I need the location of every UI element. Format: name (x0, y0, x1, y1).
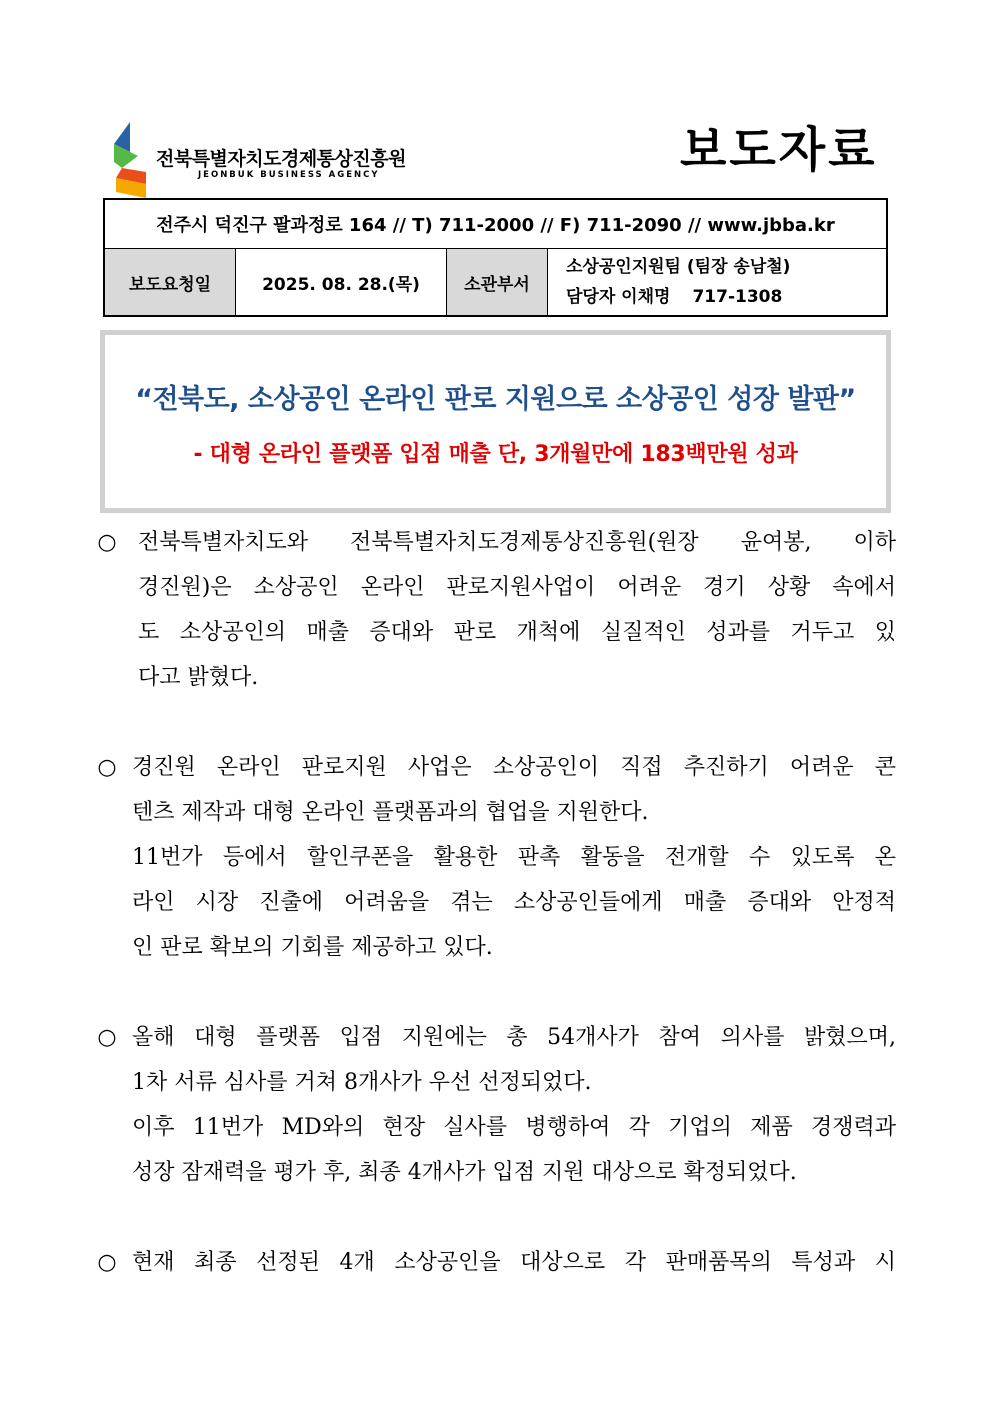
release-info-row (105, 249, 886, 315)
body-paragraph (94, 1240, 896, 1285)
headline-subtitle: - 대형 온라인 플랫폼 입점 매출 단, 3개월만에 183백만원 성과 (193, 442, 798, 467)
contact-person (566, 282, 804, 312)
circle-bullet-icon: ○ (97, 1025, 117, 1050)
body-paragraph (94, 745, 896, 970)
paragraph-line: 텐츠 제작과 대형 온라인 플랫폼과의 협업을 지원한다. (132, 800, 649, 825)
paragraph-line: 1차 서류 심사를 거쳐 8개사가 우선 선정되었다. (132, 1070, 592, 1095)
department-info (548, 249, 886, 315)
paragraph-line: 인 판로 확보의 기회를 제공하고 있다. (132, 935, 493, 960)
paragraph-line: 라인 시장 진출에 어려움을 겪는 소상공인들에게 매출 증대와 안정적 (132, 890, 896, 915)
org-logo-mark-icon (112, 122, 152, 198)
paragraph-line: 전북특별자치도와 전북특별자치도경제통상진흥원(원장 윤여봉, 이하 (138, 530, 896, 555)
department-label: 소관부서 (447, 249, 548, 315)
paragraph-line: 경진원)은 소상공인 온라인 판로지원사업이 어려운 경기 상황 속에서 (138, 575, 896, 600)
body-paragraph (94, 1015, 896, 1195)
contact-info-row: 전주시 덕진구 팔과정로 164 // T) 711-2000 // F) 711-2090 // www.jbba.kr (105, 200, 886, 249)
body-paragraph (94, 520, 896, 700)
paragraph-line: 11번가 등에서 할인쿠폰을 활용한 판촉 활동을 전개할 수 있도록 온 (132, 845, 896, 870)
paragraph-line: 올해 대형 플랫폼 입점 지원에는 총 54개사가 참여 의사를 밝혔으며, (132, 1025, 896, 1050)
headline-title: “전북도, 소상공인 온라인 판로 지원으로 소상공인 성장 발판” (135, 384, 856, 415)
headline-box (100, 330, 891, 513)
org-logo (112, 122, 412, 198)
release-date-value: 2025. 08. 28.(목) (236, 249, 447, 315)
circle-bullet-icon: ○ (97, 755, 117, 780)
release-date-label: 보도요청일 (105, 249, 236, 315)
circle-bullet-icon: ○ (97, 1250, 117, 1275)
paragraph-line: 이후 11번가 MD와의 현장 실사를 병행하여 각 기업의 제품 경쟁력과 (132, 1115, 896, 1140)
info-table (103, 198, 888, 317)
paragraph-line: 다고 밝혔다. (138, 665, 259, 690)
department-value: 소상공인지원팀 (팀장 송남철) (566, 257, 791, 277)
org-name: 전북특별자치도경제통상진흥원 (156, 148, 406, 170)
document-title: 보도자료 (680, 122, 878, 178)
paragraph-line: 경진원 온라인 판로지원 사업은 소상공인이 직접 추진하기 어려운 콘 (132, 755, 896, 780)
contact-phone: 717-1308 (692, 287, 783, 307)
paragraph-line: 성장 잠재력을 평가 후, 최종 4개사가 입점 지원 대상으로 확정되었다. (132, 1160, 797, 1185)
circle-bullet-icon: ○ (97, 530, 117, 555)
paragraph-line: 현재 최종 선정된 4개 소상공인을 대상으로 각 판매품목의 특성과 시 (132, 1250, 896, 1275)
org-name-english: JEONBUK BUSINESS AGENCY (198, 170, 380, 180)
contact-person-name: 담당자 이채명 (566, 287, 671, 307)
paragraph-line: 도 소상공인의 매출 증대와 판로 개척에 실질적인 성과를 거두고 있 (138, 620, 896, 645)
